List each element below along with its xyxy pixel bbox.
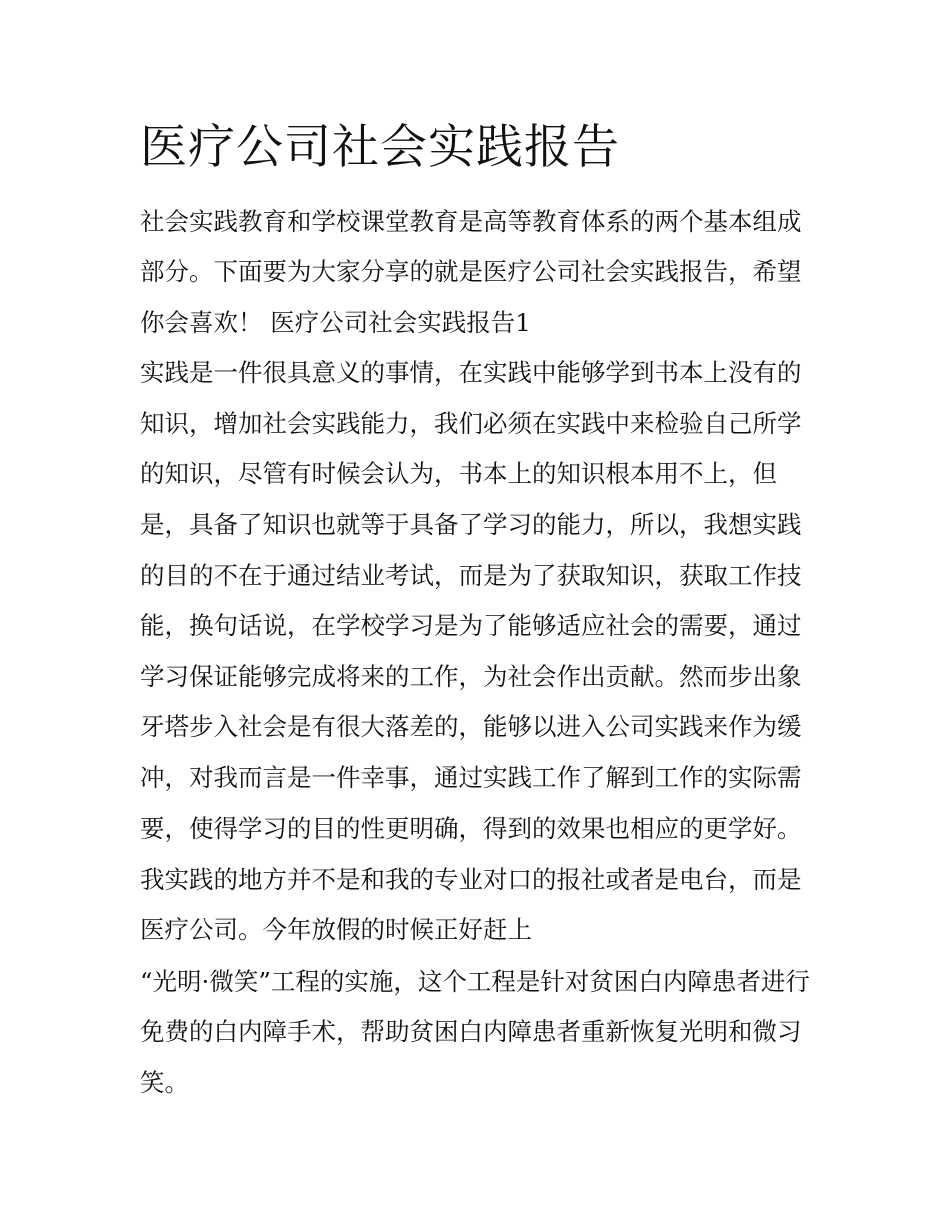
text-line: 社会实践教育和学校课堂教育是高等教育体系的两个基本组成: [140, 207, 802, 236]
text-line: 知识，增加社会实践能力，我们必须在实践中来检验自己所学: [140, 409, 802, 438]
document-title: 医疗公司社会实践报告: [140, 120, 620, 175]
text-line: 我实践的地方并不是和我的专业对口的报社或者是电台，而是: [140, 865, 802, 894]
text-line: 实践是一件很具意义的事情，在实践中能够学到书本上没有的: [140, 358, 802, 387]
text-line: 学习保证能够完成将来的工作，为社会作出贡献。然而步出象: [140, 662, 802, 691]
text-line: 要，使得学习的目的性更明确，得到的效果也相应的更学好。: [140, 814, 802, 843]
text-line: 牙塔步入社会是有很大落差的，能够以进入公司实践来作为缓: [140, 712, 802, 741]
text-line: 的目的不在于通过结业考试，而是为了获取知识，获取工作技: [140, 561, 802, 590]
text-line: 能，换句话说，在学校学习是为了能够适应社会的需要，通过: [140, 611, 802, 640]
text-line: 免费的白内障手术，帮助贫困白内障患者重新恢复光明和微习: [140, 1017, 802, 1046]
text-line: “光明·微笑”工程的实施，这个工程是针对贫困白内障患者进行: [140, 967, 810, 996]
text-line: 笑。: [140, 1068, 189, 1097]
text-line: 的知识，尽管有时候会认为，书本上的知识根本用不上，但: [140, 459, 777, 488]
text-line: 冲，对我而言是一件幸事，通过实践工作了解到工作的实际需: [140, 763, 802, 792]
text-line: 是，具备了知识也就等于具备了学习的能力，所以，我想实践: [140, 510, 802, 539]
text-line: 部分。下面要为大家分享的就是医疗公司社会实践报告，希望: [140, 257, 802, 286]
text-line: 医疗公司。今年放假的时候正好赶上: [140, 915, 532, 944]
text-line: 你会喜欢！ 医疗公司社会实践报告1: [140, 308, 531, 337]
